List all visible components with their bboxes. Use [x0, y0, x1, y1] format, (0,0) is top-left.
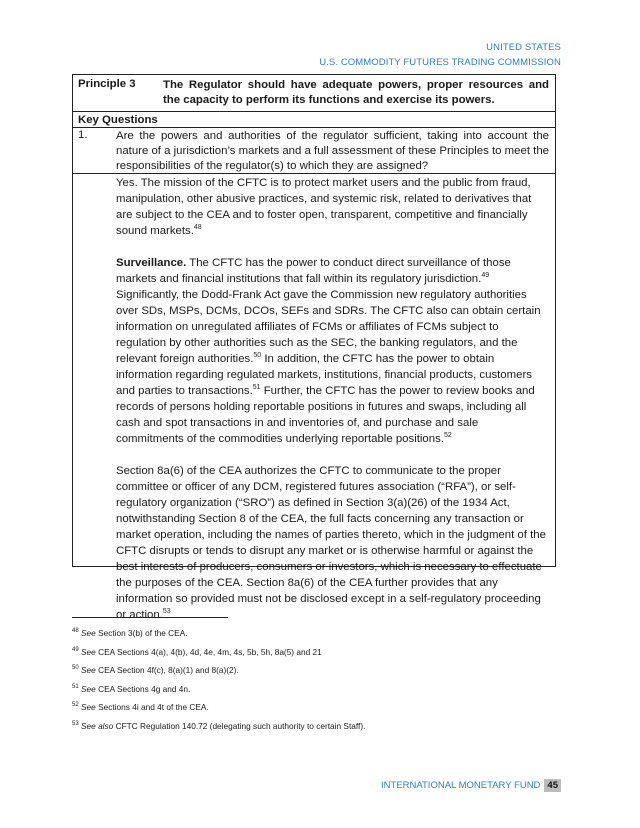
- footnote: [72, 661, 365, 680]
- page-footer: [381, 779, 561, 792]
- answer-text: Yes. The mission of the CFTC is to protect market users and the public from fraud, manipulation, other abusive practices, and systemic risk, related to derivatives that are subject to the CEA and to foster open, transparent, competitive and financially sound markets.: [116, 177, 532, 237]
- footnote-number: 48: [72, 628, 79, 635]
- footnote-ref: 52: [443, 432, 452, 440]
- footnote-number: 49: [72, 646, 79, 653]
- footnote-ref: 53: [162, 608, 171, 616]
- footnote-ref: 50: [253, 352, 262, 360]
- surveillance-heading: Surveillance.: [116, 257, 187, 269]
- footnote-separator: [72, 617, 228, 618]
- footnote-number: 53: [72, 721, 79, 728]
- footnote-number: 52: [72, 702, 79, 709]
- footnote-number: 51: [72, 684, 79, 691]
- principle-statement: The Regulator should have adequate powers, proper resources and the capacity to perform its functions and exercise its powers.: [163, 79, 549, 106]
- page-number: 45: [544, 779, 561, 792]
- key-questions-heading: Key Questions: [78, 114, 158, 126]
- footnote-see: See: [81, 702, 96, 713]
- question-text: Are the powers and authorities of the regulator sufficient, taking into account the nature of a jurisdiction’s markets and a full assessment of these Principles to meet the responsibilities of the regulator(s) to which they are assigned?: [116, 130, 549, 173]
- footnote: [72, 643, 365, 662]
- answer-paragraph-surveillance: [116, 255, 547, 447]
- footnote-ref: 49: [481, 272, 490, 280]
- footnote-text: Section 3(b) of the CEA.: [95, 628, 188, 638]
- answer-paragraph-1: [116, 175, 547, 239]
- row-divider: [73, 173, 555, 174]
- footnote-see: See also: [81, 720, 114, 731]
- row-divider: [73, 127, 555, 128]
- answer-text: Significantly, the Dodd-Frank Act gave the Commission new regulatory authorities over SDs, MSPs, DCMs, DCOs, SEFs and SDRs. The CFTC also can obtain certain information on unregulated affiliates of FCMs or affiliates of FCMs subject to regulation by other authorities such as the SEC, the banking regulators, and the relevant foreign authorities.: [116, 289, 541, 365]
- footnote-text: CEA Sections 4(a), 4(b), 4d, 4e, 4m, 4s, 5b, 5h, 8a(5) and 21: [95, 646, 322, 657]
- footnote-see: See: [81, 628, 96, 638]
- principle-table: [72, 74, 556, 621]
- footnote: [72, 698, 365, 717]
- question-number: 1.: [78, 129, 88, 141]
- footnote-see: See: [81, 646, 96, 657]
- footnote-text: CEA Sections 4g and 4n.: [95, 683, 191, 694]
- footnote-see: See: [81, 665, 96, 676]
- answer-paragraph-section-8a6: [116, 463, 547, 623]
- footer-publisher: INTERNATIONAL MONETARY FUND: [381, 780, 541, 791]
- footnote-see: See: [81, 683, 96, 694]
- header-country: UNITED STATES: [486, 42, 561, 53]
- principle-label: Principle 3: [78, 78, 136, 90]
- footnote-number: 50: [72, 665, 79, 672]
- answer-text: The CFTC has the power to conduct direct surveillance of those markets and financial institutions that fall within its regulatory jurisdiction.: [116, 257, 511, 285]
- footnote: [72, 717, 365, 736]
- row-divider: [73, 111, 555, 112]
- footnote-ref: 51: [252, 384, 261, 392]
- answer-text: In addition, the CFTC has the power to obtain information regarding regulated markets, institutions, financial products, customers and parties to transactions.: [116, 353, 532, 397]
- footnote-text: CEA Section 4f(c), 8(a)(1) and 8(a)(2).: [95, 665, 239, 676]
- answer-text: Further, the CFTC has the power to review books and records of persons holding reportable positions in futures and swaps, including all cash and spot transactions in and inventories of, and purchase and sale commitments of the commodities underlying reportable positions.: [116, 385, 535, 445]
- footnote-text: CFTC Regulation 140.72 (delegating such authority to certain Staff).: [113, 720, 366, 731]
- answer-body: [116, 175, 547, 639]
- footnotes: [72, 624, 365, 736]
- answer-text: Section 8a(6) of the CEA authorizes the CFTC to communicate to the proper committee or officer of any DCM, registered futures association (“RFA”), or self-regulatory organization (“SRO”) as defined in Section 3(a)(26) of the 1934 Act, notwithstanding Section 8 of the CEA, the full facts concerning any transaction or market operation, including the names of parties thereto, which in the judgment of the CFTC disrupts or tends to disrupt any market or is otherwise harmful or against the best interests of producers, consumers or investors, which is necessary to effectuate the purposes of the CEA. Section 8a(6) of the CEA further provides that any information so provided must not be disclosed except in a self-regulatory proceeding or action.: [116, 465, 546, 621]
- footnote: [72, 624, 365, 643]
- footnote-text: Sections 4i and 4t of the CEA.: [95, 702, 209, 713]
- footnote-ref: 48: [193, 224, 202, 232]
- header-agency: U.S. COMMODITY FUTURES TRADING COMMISSION: [319, 57, 561, 68]
- footnote: [72, 680, 365, 699]
